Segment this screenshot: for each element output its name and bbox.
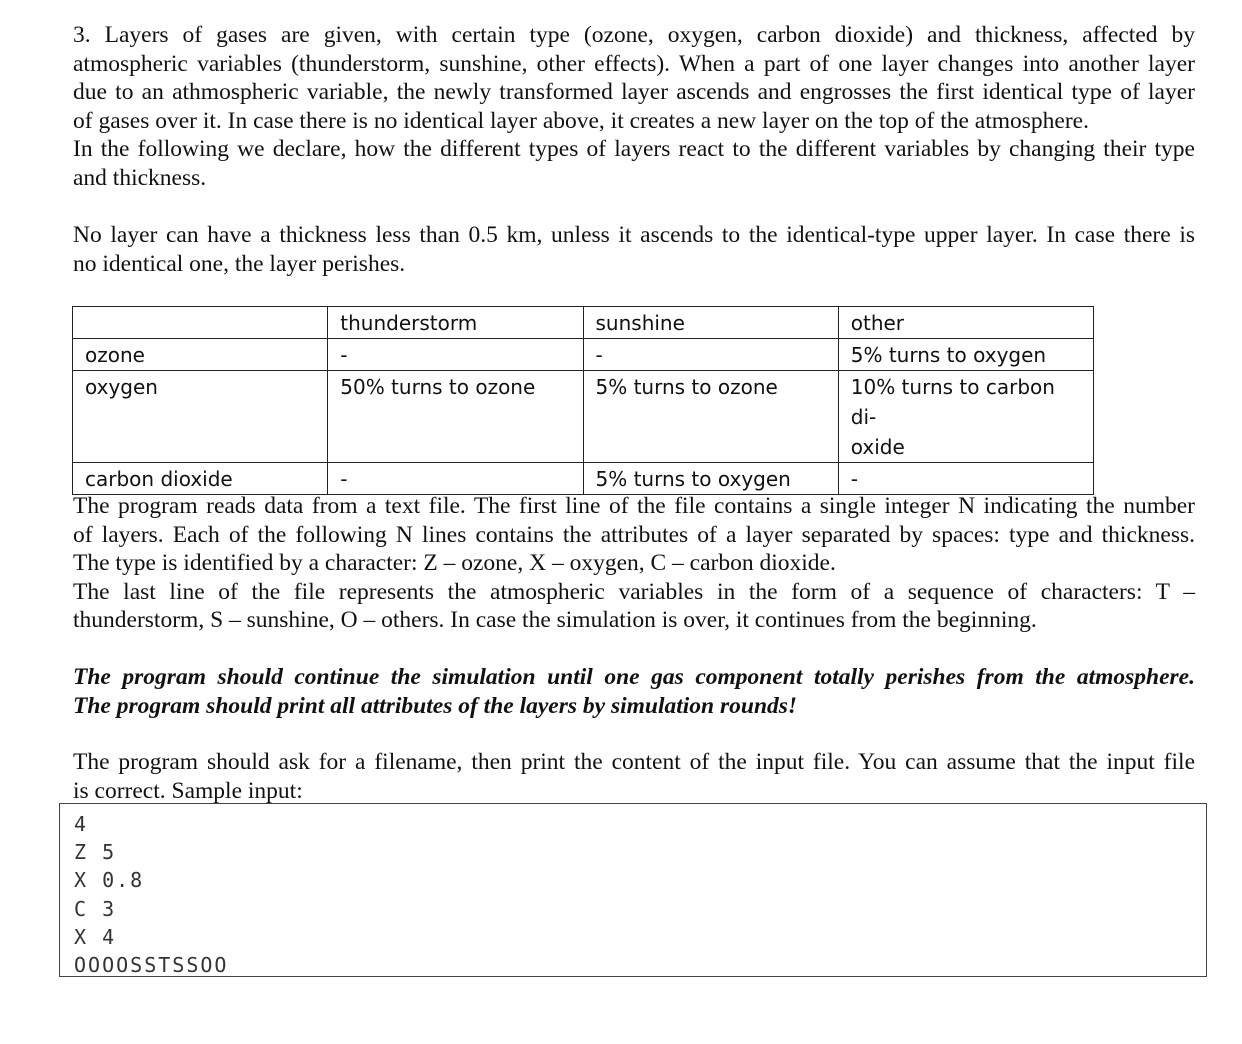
header-cell-thunderstorm: thunderstorm [328,307,583,339]
text-line: atmospheric variables (thunderstorm, sunshine, other effects). When a part of one layer changes into another layer [73,50,1195,77]
text-line: of layers. Each of the following N lines contains the attributes of a layer separated by spaces: type and thickness. [73,521,1195,548]
text-line: In the following we declare, how the different types of layers react to the different variables by changing their type [73,136,1195,163]
thunderstorm-cell: - [328,463,583,495]
text-line: The program should ask for a filename, then print the content of the input file. You can assume that the input file [73,749,1195,775]
filename-prompt-paragraph [73,748,1195,805]
sunshine-cell: 5% turns to ozone [583,371,838,463]
text-line: is correct. Sample input: [73,777,303,804]
other-cell [838,371,1093,463]
table-header-row [73,307,1094,339]
text-line: No layer can have a thickness less than 0.5 km, unless it ascends to the identical-type upper layer. In case there is [73,222,1195,248]
table-row-ozone [73,339,1094,371]
text-line: The program should print all attributes of the layers by simulation rounds! [73,692,798,719]
sample-input-line: Z 5 [74,840,117,865]
thunderstorm-cell: 50% turns to ozone [328,371,583,463]
sunshine-cell: 5% turns to oxygen [583,463,838,495]
other-cell-line: oxide [850,435,905,459]
sample-input-line: 4 [74,812,89,836]
header-cell-sunshine: sunshine [583,307,838,339]
requirement-paragraph [73,663,1195,720]
text-line: The type is identified by a character: Z – ozone, X – oxygen, C – carbon dioxide. [73,550,836,577]
text-line: The program should continue the simulation until one gas component totally perishes from the atmosphere. [73,664,1195,690]
other-cell-line: 10% turns to carbon di- [850,375,1055,429]
problem-intro-paragraph [73,21,1195,193]
sample-input-line: X 4 [74,924,117,949]
sample-input-line: C 3 [74,896,117,921]
text-line: and thickness. [73,164,207,191]
input-description-paragraph [73,492,1195,635]
text-line: of gases over it. In case there is no identical layer above, it creates a new layer on the top of the atmosphere. [73,107,1089,134]
text-line: due to an athmospheric variable, the newly transformed layer ascends and engrosses the first identical type of layer [73,79,1195,106]
gas-name-cell: carbon dioxide [73,463,328,495]
text-line: The last line of the file represents the atmospheric variables in the form of a sequence of characters: T – [73,578,1195,605]
header-cell-empty [73,307,328,339]
gas-name-cell: oxygen [73,371,328,463]
sample-input-line: OOOOSSTSSOO [74,953,229,978]
other-cell: 5% turns to oxygen [838,339,1093,371]
text-line: thunderstorm, S – sunshine, O – others. In case the simulation is over, it continues from the beginning. [73,607,1037,634]
thunderstorm-cell: - [328,339,583,371]
text-line: 3. Layers of gases are given, with certain type (ozone, oxygen, carbon dioxide) and thickness, affected by [73,22,1195,48]
text-line: The program reads data from a text file. The first line of the file contains a single integer N indicating the number [73,493,1195,519]
thickness-rule-paragraph [73,221,1195,278]
sunshine-cell: - [583,339,838,371]
sample-input-line: X 0.8 [74,868,145,893]
reaction-table [72,306,1094,495]
other-cell: - [838,463,1093,495]
sample-input-box [59,803,1207,977]
text-line: no identical one, the layer perishes. [73,250,406,277]
gas-name-cell: ozone [73,339,328,371]
table-row-oxygen [73,371,1094,463]
table-row-carbon-dioxide [73,463,1094,495]
header-cell-other: other [838,307,1093,339]
